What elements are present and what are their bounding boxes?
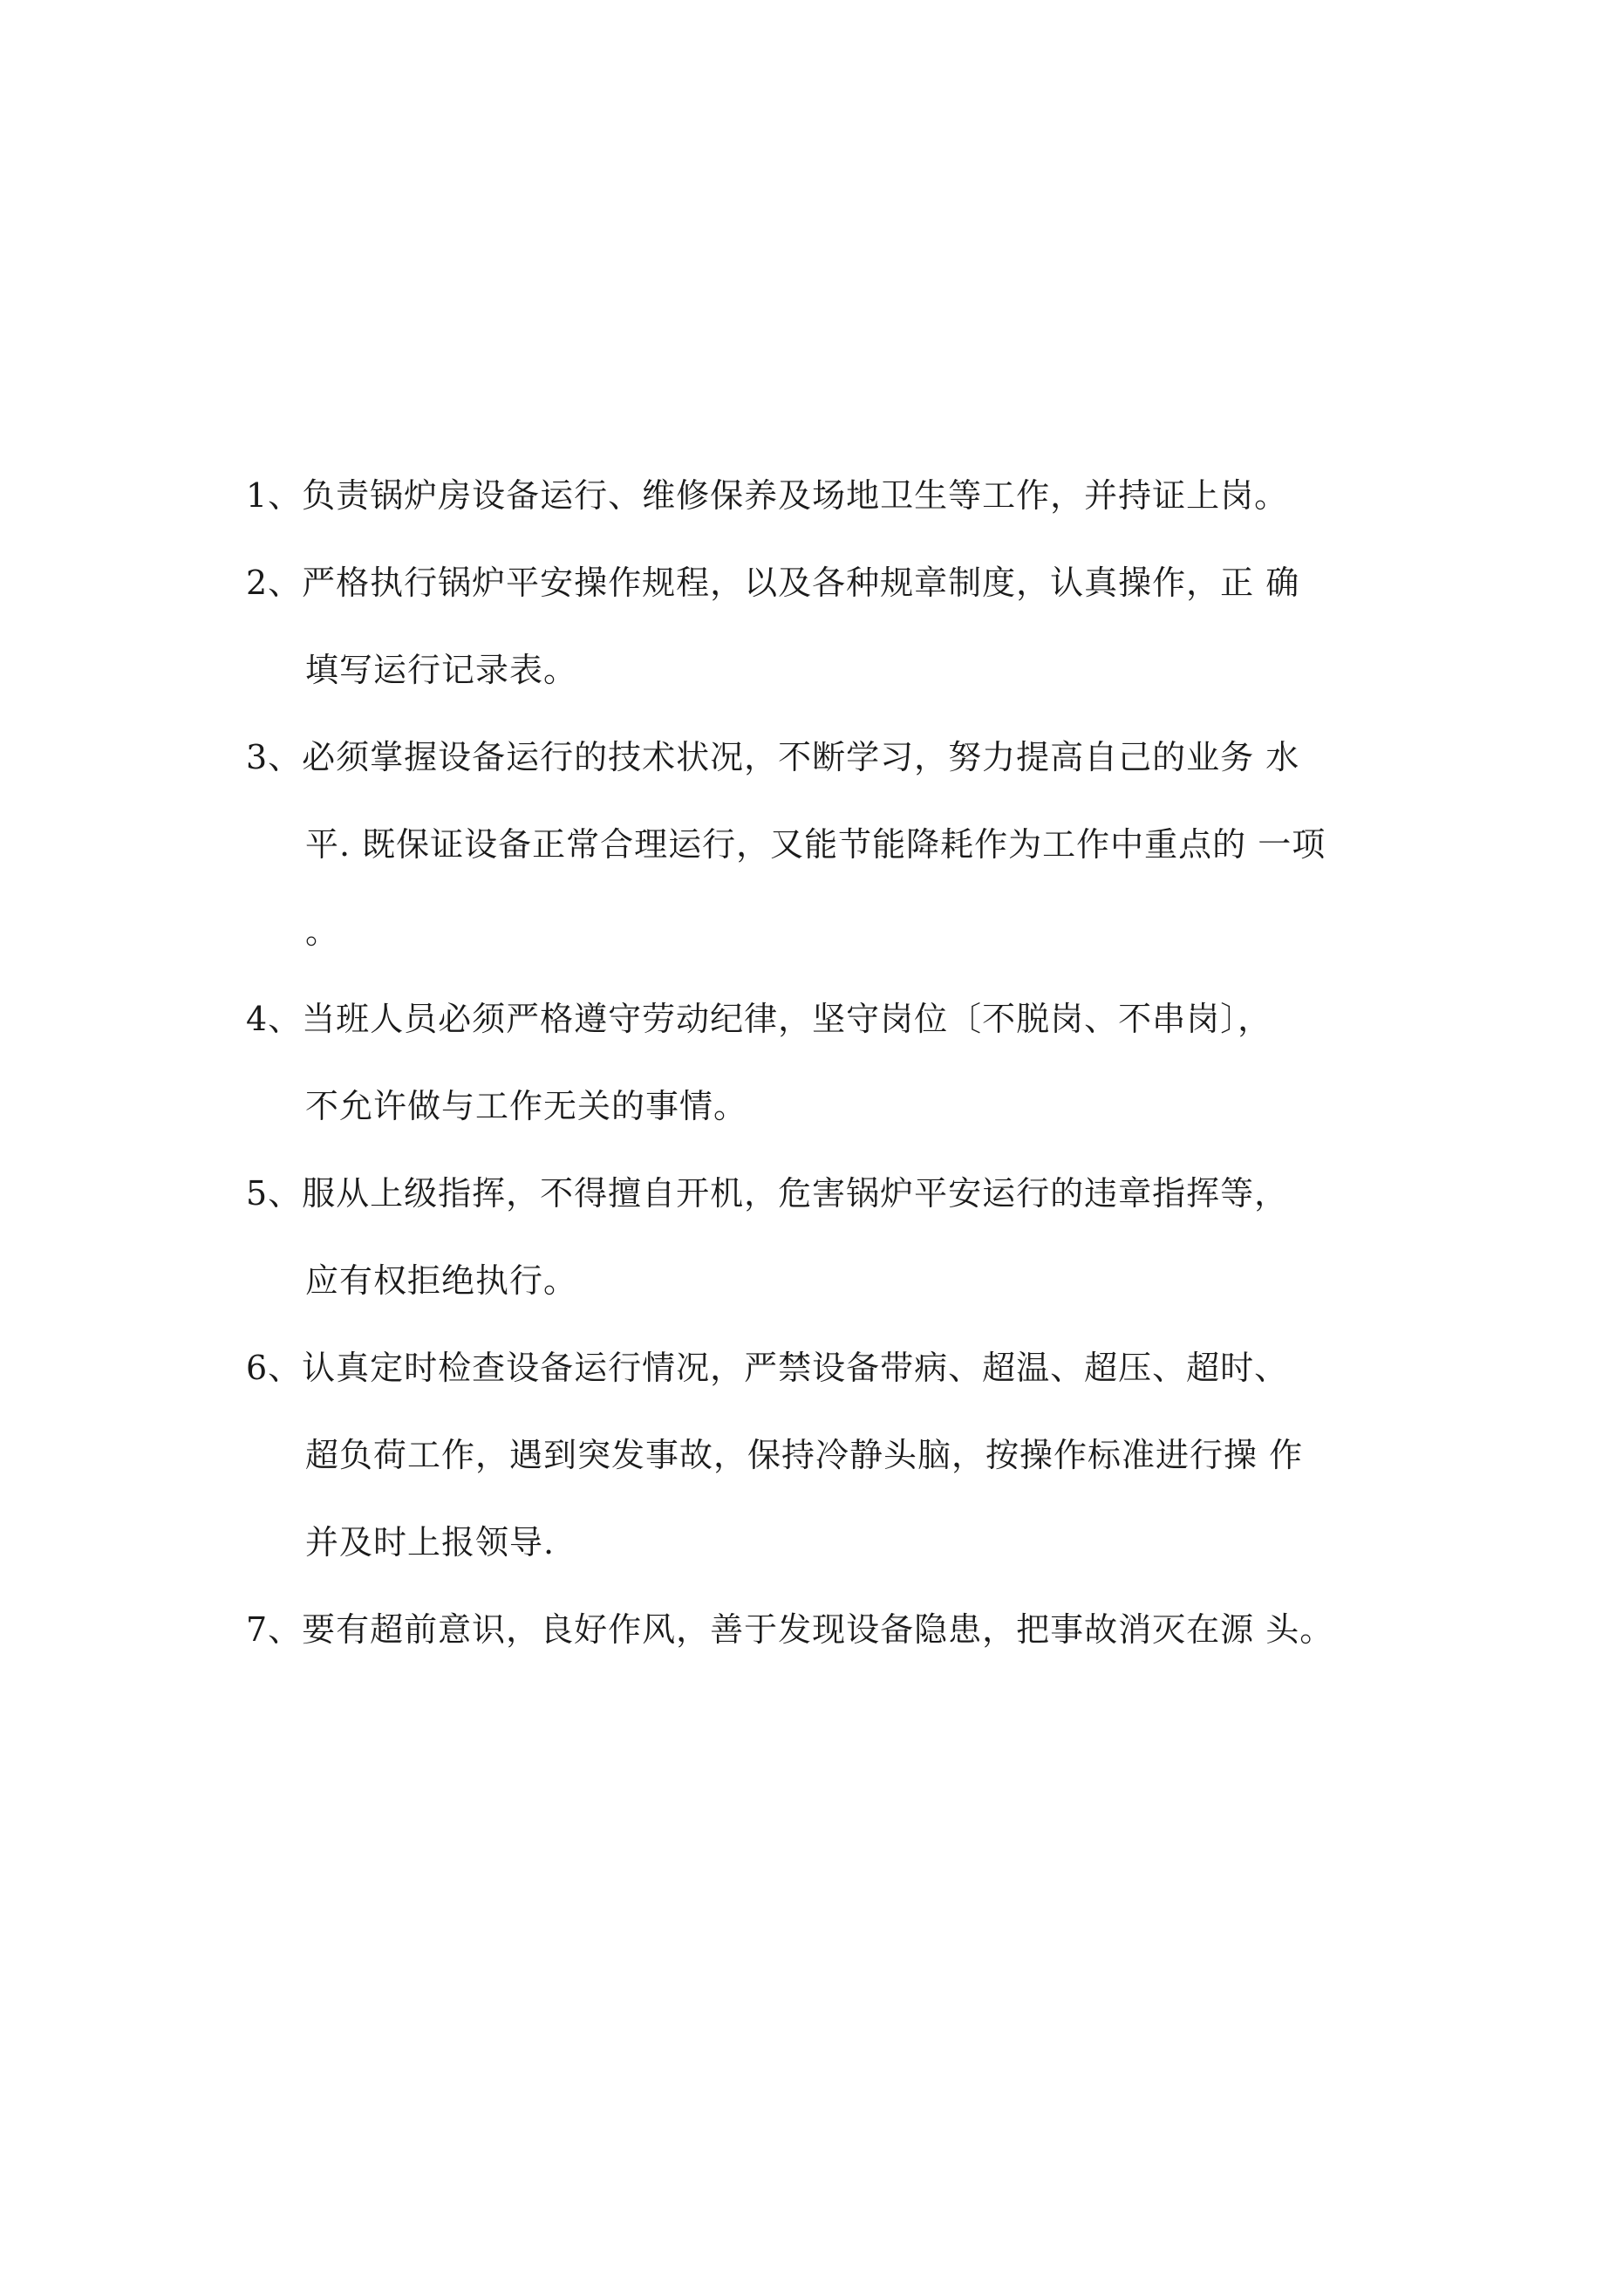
item-6-line-1: 6、认真定时检查设备运行情况，严禁设备带病、超温、超压、超时、	[246, 1349, 1289, 1387]
item-1-line-1: 1、负责锅炉房设备运行、维修保养及场地卫生等工作，并持证上岗。	[246, 476, 1289, 515]
item-6-line-2: 超负荷工作，遇到突发事故，保持冷静头脑，按操作标准进行操 作	[305, 1436, 1304, 1474]
item-4-line-2: 不允许做与工作无关的事情。	[305, 1087, 748, 1125]
item-3-line-3: 。	[305, 912, 340, 951]
item-2-line-1: 2、严格执行锅炉平安操作规程，以及各种规章制度，认真操作，正 确	[246, 564, 1300, 602]
item-3-line-2: 平. 既保证设备正常合理运行，又能节能降耗作为工作中重点的 一项	[305, 825, 1326, 864]
item-3-line-1: 3、必须掌握设备运行的技术状况，不断学习，努力提高自己的业务 水	[246, 738, 1300, 776]
item-7-line-1: 7、要有超前意识，良好作风，善于发现设备隐患，把事故消灭在源 头。	[246, 1610, 1334, 1649]
item-4-line-1: 4、当班人员必须严格遵守劳动纪律，坚守岗位〔不脱岗、不串岗〕，	[246, 1000, 1272, 1038]
item-2-line-2: 填写运行记录表。	[305, 651, 578, 689]
item-6-line-3: 并及时上报领导.	[305, 1523, 556, 1561]
item-5-line-1: 5、服从上级指挥，不得擅自开机，危害锅炉平安运行的违章指挥等，	[246, 1174, 1289, 1213]
item-5-line-2: 应有权拒绝执行。	[305, 1261, 578, 1300]
